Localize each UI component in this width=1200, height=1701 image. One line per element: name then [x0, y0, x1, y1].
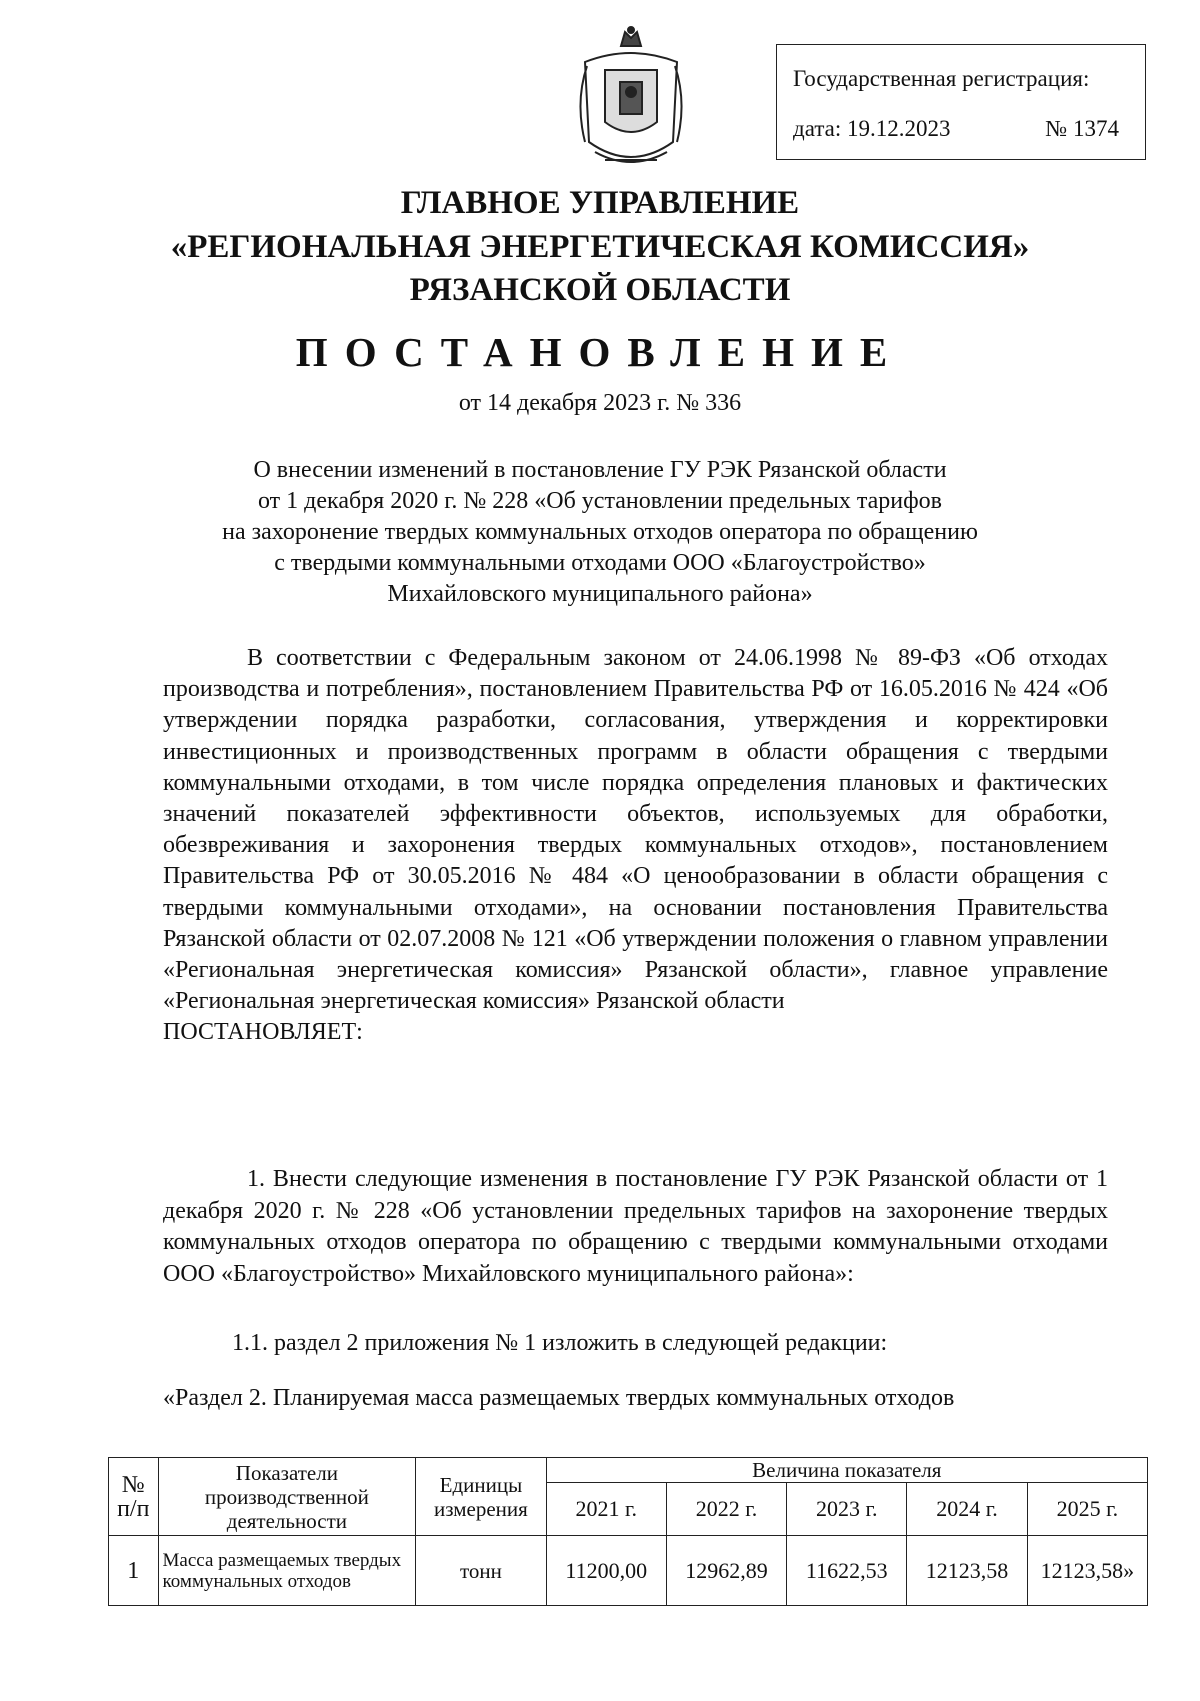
- org-heading-line2: «РЕГИОНАЛЬНАЯ ЭНЕРГЕТИЧЕСКАЯ КОМИССИЯ»: [170, 229, 1030, 265]
- col-header-year: 2025 г.: [1027, 1483, 1147, 1536]
- col-header-year: 2021 г.: [546, 1483, 666, 1536]
- document-type: ПОСТАНОВЛЕНИЕ: [295, 329, 905, 375]
- preamble: [163, 643, 1108, 1049]
- item-1-text: 1. Внести следующие изменения в постановление ГУ РЭК Рязанской области от 1 декабря 2020 г. № 228 «Об установлении предельных тарифов на захоронение твердых коммунальных отходов оператора по обращению с твердыми коммунальными отходами ООО «Благоустройство» Михайловского муниципального района»:: [163, 1166, 1108, 1287]
- col-header-unit: Единицы измерения: [416, 1458, 546, 1536]
- cell-value-2023: 11622,53: [787, 1536, 907, 1606]
- item-1: [163, 1164, 1108, 1290]
- col-header-num: № п/п: [109, 1458, 159, 1536]
- cell-value-2024: 12123,58: [907, 1536, 1027, 1606]
- table-row: [109, 1536, 1148, 1606]
- document-subject: [150, 455, 1050, 610]
- registration-date: дата: 19.12.2023: [793, 116, 951, 141]
- col-header-year: 2022 г.: [666, 1483, 786, 1536]
- section-title: «Раздел 2. Планируемая масса размещаемых твердых коммунальных отходов: [163, 1385, 955, 1411]
- registration-number: № 1374: [1045, 116, 1119, 141]
- subject-line: на захоронение твердых коммунальных отходов оператора по обращению: [222, 519, 978, 545]
- cell-value-2021: 11200,00: [546, 1536, 666, 1606]
- indicators-table: [108, 1457, 1148, 1606]
- col-header-year: 2023 г.: [787, 1483, 907, 1536]
- registration-box: [776, 44, 1146, 160]
- subject-line: Михайловского муниципального района»: [387, 581, 813, 607]
- preamble-text: В соответствии с Федеральным законом от 24.06.1998 № 89-ФЗ «Об отходах производства и потребления», постановлением Правительства РФ от 16.05.2016 № 424 «Об утверждении порядка разработки, согласования, утверждения и корректировки инвестиционных и производственных программ в области обращения с твердыми коммунальными отходами, в том числе порядка определения плановых и фактических значений показателей эффективности объектов, используемых для обработки, обезвреживания и захоронения твердых коммунальных отходов», постановлением Правительства РФ от 30.05.2016 № 484 «О ценообразовании в области обращения с твердыми коммунальными отходами», на основании постановления Правительства Рязанской области от 02.07.2008 № 121 «Об утверждении положения о главном управлении «Региональная энергетическая комиссия» Рязанской области», главное управление «Региональная энергетическая комиссия» Рязанской области: [163, 645, 1108, 1015]
- cell-indicator: Масса размещаемых твердых коммунальных отходов: [158, 1536, 416, 1606]
- subject-line: О внесении изменений в постановление ГУ РЭК Рязанской области: [253, 457, 947, 483]
- table-header-row: [109, 1458, 1148, 1483]
- item-1-1: 1.1. раздел 2 приложения № 1 изложить в следующей редакции:: [232, 1330, 888, 1356]
- org-heading-line3: РЯЗАНСКОЙ ОБЛАСТИ: [409, 272, 791, 308]
- col-header-indicator: Показатели производственной деятельности: [158, 1458, 416, 1536]
- subject-line: от 1 декабря 2020 г. № 228 «Об установлении предельных тарифов: [257, 488, 942, 514]
- cell-unit: тонн: [416, 1536, 546, 1606]
- cell-value-2022: 12962,89: [666, 1536, 786, 1606]
- col-header-year: 2024 г.: [907, 1483, 1027, 1536]
- cell-value-2025: 12123,58»: [1027, 1536, 1147, 1606]
- subject-line: с твердыми коммунальными отходами ООО «Благоустройство»: [274, 550, 926, 576]
- registration-title: Государственная регистрация:: [793, 66, 1090, 91]
- org-heading-line1: ГЛАВНОЕ УПРАВЛЕНИЕ: [400, 185, 800, 221]
- coat-of-arms-icon: [565, 22, 697, 178]
- col-header-value: Величина показателя: [546, 1458, 1147, 1483]
- resolves-text: ПОСТАНОВЛЯЕТ:: [163, 1019, 363, 1046]
- cell-num: 1: [109, 1536, 159, 1606]
- document-date: от 14 декабря 2023 г. № 336: [458, 390, 742, 416]
